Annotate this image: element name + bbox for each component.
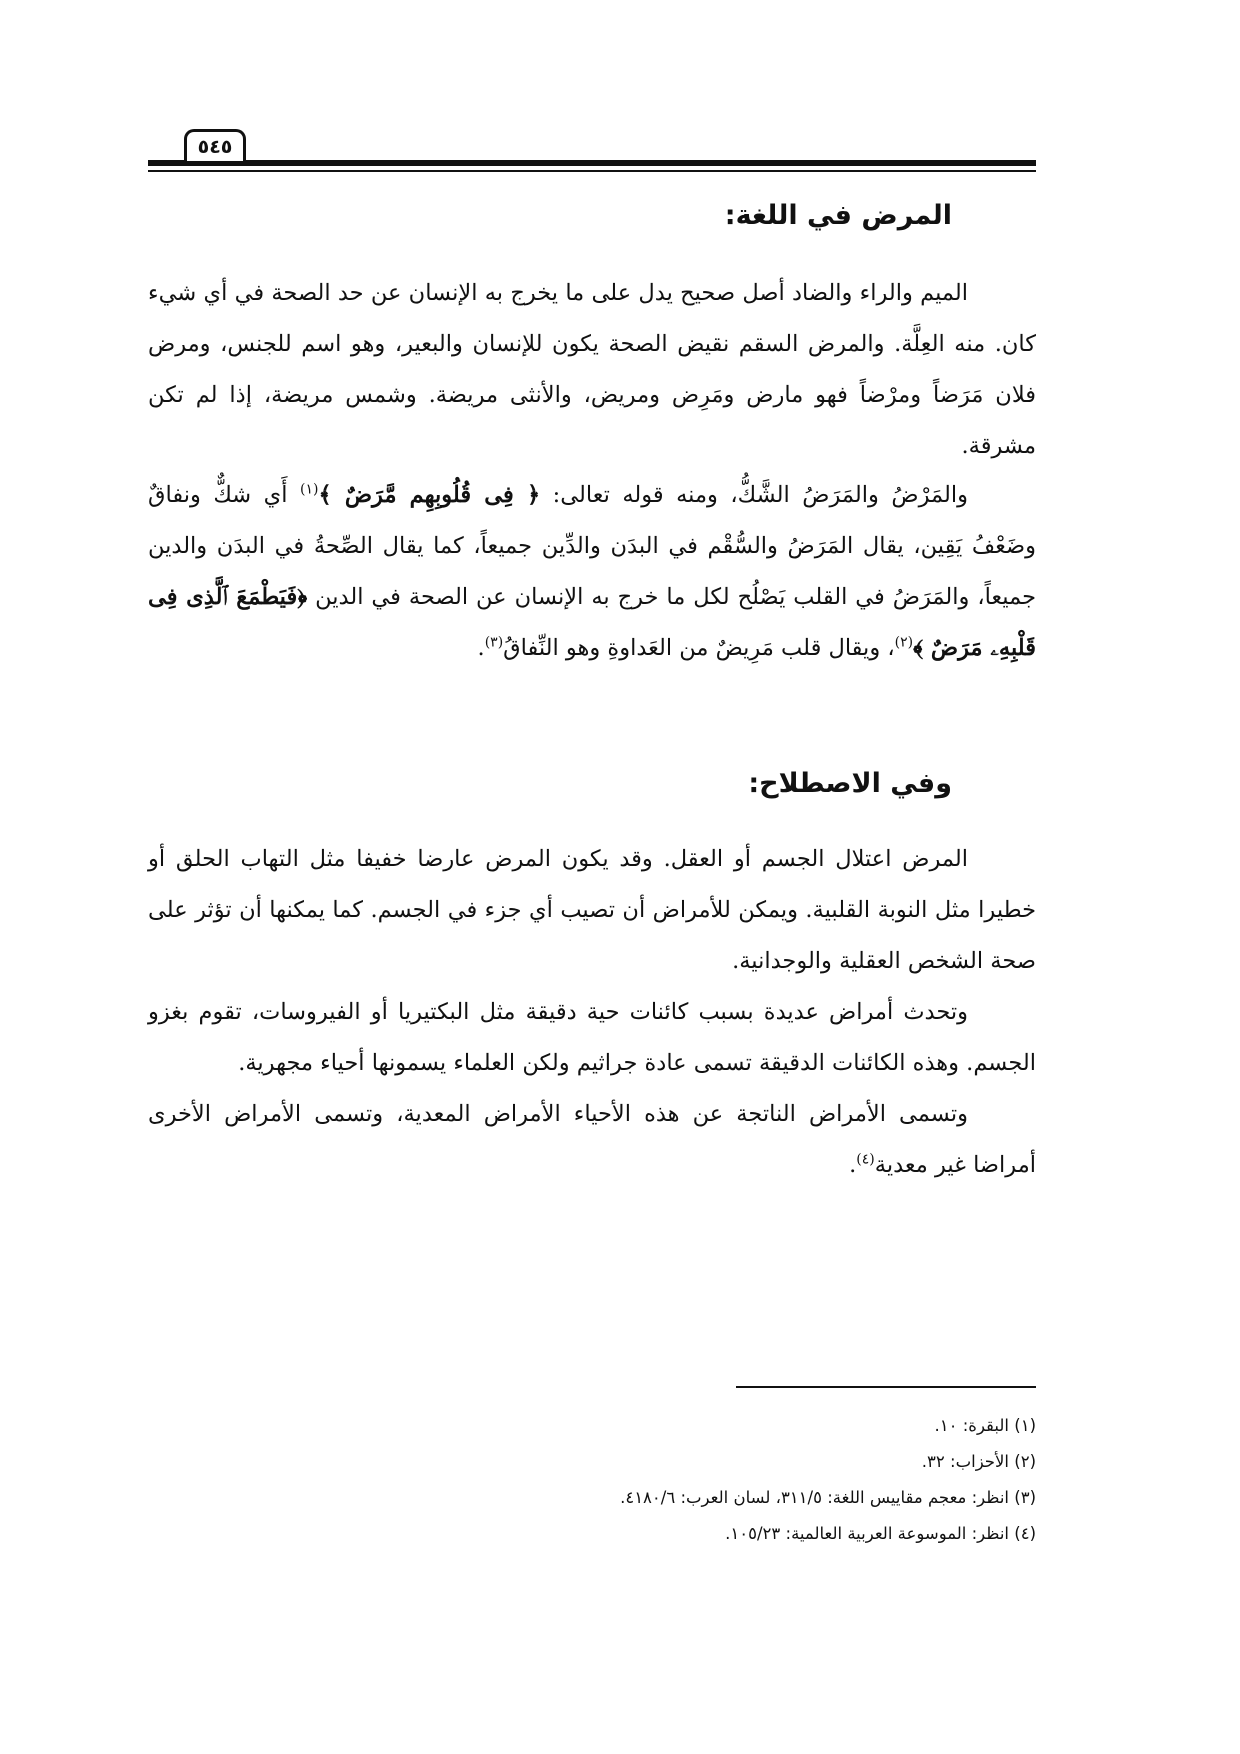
- footnote-item: (١) البقرة: ١٠.: [934, 1416, 1036, 1435]
- footnote-ref: (١): [300, 481, 319, 498]
- linguistic-definition-block: [148, 268, 1036, 472]
- linguistic-definition-block-2: [148, 470, 1036, 674]
- footnote-item: (٣) انظر: معجم مقاييس اللغة: ٣١١/٥، لسان العرب: ٤١٨٠/٦.: [620, 1488, 1036, 1507]
- paragraph-linguistic-1: الميم والراء والضاد أصل صحيح يدل على ما يخرج به الإنسان عن حد الصحة في أي شيء كان. منه العِلَّة. والمرض السقم نقيض الصحة يكون للإنسان والبعير، وهو اسم للجنس، ومرض فلان مَرَضاً ومرْضاً فهو مارض ومَرِض ومريض، والأنثى مريضة. وشمس مريضة، إذا لم تكن مشرقة.: [148, 280, 1036, 459]
- paragraph-text: أَي شكٌّ ونفاقٌ وضَعْفُ يَقِين، يقال المَرَضُ والسُّقْم في البدَن والدِّين جميعاً، كما يقال الصِّحةُ في البدَن والدين جميعاً، والمَرَضُ في القلب يَصْلُح لكل ما خرج به الإنسان عن الصحة في الدين: [148, 482, 1036, 610]
- section-heading-linguistic: المرض في اللغة:: [724, 200, 952, 231]
- footnote-item: (٢) الأحزاب: ٣٢.: [921, 1452, 1036, 1471]
- footnote-separator: [736, 1386, 1036, 1388]
- section-heading-terminology: وفي الاصطلاح:: [748, 768, 952, 799]
- footnote-ref: (٢): [894, 634, 914, 651]
- paragraph-linguistic-2: [148, 470, 1036, 674]
- footnote-ref: (٣): [484, 634, 504, 651]
- page-number: ٥٤٥: [184, 129, 246, 161]
- footnote-item: (٤) انظر: الموسوعة العربية العالمية: ١٠٥/٢٣.: [725, 1524, 1036, 1543]
- header-rule-thin: [148, 170, 1036, 172]
- footnote-ref: (٤): [856, 1151, 875, 1168]
- footnotes: [620, 1408, 1036, 1552]
- paragraph-text: وتسمى الأمراض الناتجة عن هذه الأحياء الأمراض المعدية، وتسمى الأمراض الأخرى أمراضا غير معدية: [148, 1101, 1036, 1178]
- paragraph-terminology-1: المرض اعتلال الجسم أو العقل. وقد يكون المرض عارضا خفيفا مثل التهاب الحلق أو خطيرا مثل النوبة القلبية. ويمكن للأمراض أن تصيب أي جزء في الجسم. كما يمكنها أن تؤثر على صحة الشخص العقلية والوجدانية.: [148, 846, 1036, 974]
- quran-quote: ﴿فَيَطْمَعَ ٱلَّذِى فِى قَلْبِهِۦ مَرَضٌ ﴾: [148, 584, 1036, 661]
- paragraph-text: .: [477, 635, 485, 661]
- paragraph-terminology-3: [148, 1089, 1036, 1191]
- paragraph-text: .: [849, 1152, 857, 1178]
- paragraph-text: والمَرْضُ والمَرَضُ الشَّكُّ، ومنه قوله تعالى:: [540, 482, 968, 508]
- paragraph-text: ، ويقال قلب مَرِيضٌ من العَداوةِ وهو النِّفاقُ: [503, 635, 895, 661]
- paragraph-terminology-2: وتحدث أمراض عديدة بسبب كائنات حية دقيقة مثل البكتيريا أو الفيروسات، تقوم بغزو الجسم. وهذه الكائنات الدقيقة تسمى عادة جراثيم ولكن العلماء يسمونها أحياء مجهرية.: [148, 999, 1036, 1076]
- quran-quote: ﴿ فِى قُلُوبِهِم مَّرَضٌ ﴾: [318, 482, 541, 508]
- header-rule: [148, 160, 1036, 166]
- terminology-definition-block: [148, 834, 1036, 1191]
